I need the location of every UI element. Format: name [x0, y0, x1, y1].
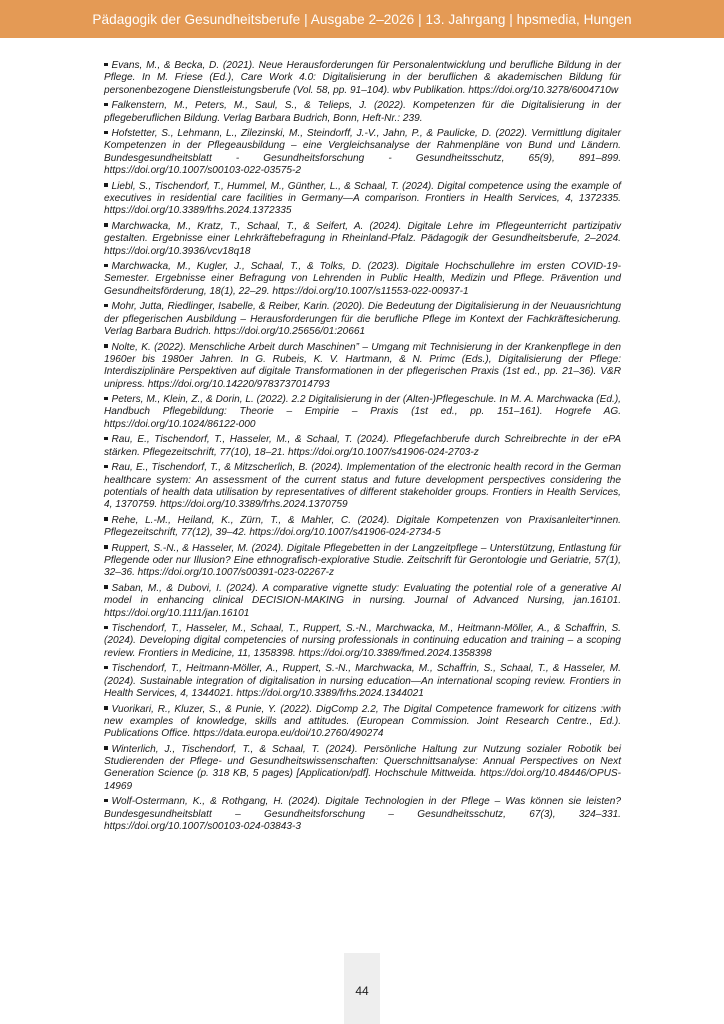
reference-item	[104, 60, 621, 97]
bullet-icon	[104, 131, 108, 135]
bullet-icon	[104, 183, 108, 187]
reference-text: Falkenstern, M., Peters, M., Saul, S., & Telieps, J. (2022). Kompetenzen für die Digitalisierung in der pflegeberuflichen Bildung. Verlag Barbara Budrich, Bonn, Heft-Nr.: 239.	[104, 100, 621, 124]
bullet-icon	[104, 264, 108, 268]
reference-item	[104, 261, 621, 298]
bullet-icon	[104, 517, 108, 521]
reference-item	[104, 221, 621, 258]
journal-header-title: Pädagogik der Gesundheitsberufe | Ausgabe 2–2026 | 13. Jahrgang | hpsmedia, Hungen	[92, 11, 632, 27]
bullet-icon	[104, 437, 108, 441]
bullet-icon	[104, 545, 108, 549]
reference-text: Marchwacka, M., Kratz, T., Schaal, T., & Seifert, A. (2024). Digitale Lehre im Pflegeunterricht partizipativ gestalten. Ergebnisse einer Lehrkräftebefragung in Rheinland-Pfalz. Pädagogik der Gesundheitsberufe, 2–2024. https://doi.org/10.3936/vcv18q18	[104, 220, 621, 257]
bullet-icon	[104, 304, 108, 308]
reference-text: Tischendorf, T., Heitmann-Möller, A., Ruppert, S.-N., Marchwacka, M., Schaffrin, S., Schaal, T., & Hasseler, M. (2024). Sustainable integration of digitalisation in nursing education—An international scoping review. Frontiers in Health Services, 4, 1344021. https://doi.org/10.3389/frhs.2024.1344021	[104, 663, 621, 699]
reference-item	[104, 434, 621, 459]
reference-item	[104, 623, 621, 660]
reference-text: Evans, M., & Becka, D. (2021). Neue Herausforderungen für Personalentwicklung und berufliche Bildung in der Pflege. In M. Friese (Ed.), Care Work 4.0: Digitalisierung in der beruflichen & akademischen Bildung für personenbezogene Dienstleistungsberufe (Vol. 58, pp. 91–104). wbv Publikation. https://doi.org/10.3278/6004710w	[104, 60, 621, 96]
bullet-icon	[104, 63, 108, 67]
reference-item	[104, 583, 621, 620]
reference-text: Rau, E., Tischendorf, T., Hasseler, M., & Schaal, T. (2024). Pflegefachberufe durch Schreibrechte in der ePA stärken. Pflegezeitschrift, 77(10), 18–21. https://doi.org/10.1007/s41906-024-2703-z	[104, 434, 621, 458]
reference-item	[104, 301, 621, 338]
bullet-icon	[104, 626, 108, 630]
reference-item	[104, 342, 621, 391]
reference-text: Winterlich, J., Tischendorf, T., & Schaal, T. (2024). Persönliche Haltung zur Nutzung sozialer Robotik bei Studierenden der Pflege- und Gesundheitswissenschaften: Querschnittsanalyse: Annual Perspectives on Next Generation Science (p. 318 KB, 5 pages) [Application/pdf]. Hochschule Mittweida. https://doi.org/10.48446/OPUS-14969	[104, 743, 621, 792]
page-number: 44	[355, 984, 369, 998]
reference-item	[104, 543, 621, 580]
reference-text: Marchwacka, M., Kugler, J., Schaal, T., & Tolks, D. (2023). Digitale Hochschullehre im ersten COVID-19-Semester. Ergebnisse einer Befragung von Lehrenden in Public Health, Medizin und Pflege. Prävention und Gesundheitsförderung, 18(1), 22–29. https://doi.org/10.1007/s11553-022-00937-1	[104, 261, 621, 297]
bullet-icon	[104, 799, 108, 803]
reference-text: Saban, M., & Dubovi, I. (2024). A comparative vignette study: Evaluating the potential role of a generative AI model in enhancing clinical DECISION-MAKING in nursing. Journal of Advanced Nursing, jan.16101. https://doi.org/10.1111/jan.16101	[104, 582, 621, 619]
reference-text: Vuorikari, R., Kluzer, S., & Punie, Y. (2022). DigComp 2.2, The Digital Competence framework for citizens :with new examples of knowledge, skills and attitudes. (European Commission. Joint Research Centre., Ed.). Publications Office. https://data.europa.eu/doi/10.2760/490274	[104, 703, 621, 740]
reference-item	[104, 515, 621, 540]
reference-item	[104, 128, 621, 177]
reference-text: Wolf-Ostermann, K., & Rothgang, H. (2024). Digitale Technologien in der Pflege – Was können sie leisten? Bundesgesundheitsblatt – Gesundheitsforschung – Gesundheitsschutz, 67(3), 324–331. https://doi.org/10.1007/s00103-024-03843-3	[104, 796, 621, 832]
bullet-icon	[104, 746, 108, 750]
reference-text: Tischendorf, T., Hasseler, M., Schaal, T., Ruppert, S.-N., Marchwacka, M., Heitmann-Möller, A., & Schaffrin, S. (2024). Developing digital competencies of nursing professionals in continuing education and training – a scoping review. Frontiers in Medicine, 11, 1358398. https://doi.org/10.3389/fmed.2024.1358398	[104, 623, 621, 659]
reference-text: Ruppert, S.-N., & Hasseler, M. (2024). Digitale Pflegebetten in der Langzeitpflege – Unterstützung, Entlastung für Pflegende oder nur Illusion? Eine ethnografisch-explorative Studie. Zeitschrift für Gerontologie und Geriatrie, 57(1), 32–36. https://doi.org/10.1007/s00391-023-02267-z	[104, 542, 621, 579]
reference-text: Nolte, K. (2022). Menschliche Arbeit durch Maschinen” – Umgang mit Technisierung in der Krankenpflege in den 1960er bis 1980er Jahren. In G. Rubeis, K. V. Hartmann, & N. Primc (Eds.), Digitalisierung der Pflege: Interdisziplinäre Perspektiven auf digitale Transformationen in der pflegerischen Praxis (1st ed., pp. 21–36). V&R unipress. https://doi.org/10.14220/9783737014793	[104, 341, 621, 390]
reference-item	[104, 394, 621, 431]
bullet-icon	[104, 397, 108, 401]
reference-item	[104, 796, 621, 833]
journal-header	[0, 0, 724, 38]
bullet-icon	[104, 344, 108, 348]
reference-text: Hofstetter, S., Lehmann, L., Zilezinski, M., Steindorff, J.-V., Jahn, P., & Paulicke, D. (2022). Vermittlung digitaler Kompetenzen in der Pflegeausbildung – eine Vergleichsanalyse der Rahmenpläne von Bund und Ländern. Bundesgesundheitsblatt - Gesundheitsforschung - Gesundheitsschutz, 65(9), 891–899. https://doi.org/10.1007/s00103-022-03575-2	[104, 128, 621, 177]
reference-text: Rehe, L.-M., Heiland, K., Zürn, T., & Mahler, C. (2024). Digitale Kompetenzen von Praxisanleiter*innen. Pflegezeitschrift, 77(12), 39–42. https://doi.org/10.1007/s41906-024-2734-5	[104, 514, 621, 539]
reference-text: Liebl, S., Tischendorf, T., Hummel, M., Günther, L., & Schaal, T. (2024). Digital competence using the example of executives in residential care facilities in Germany—A comparison. Frontiers in Health Services, 4, 1372335. https://doi.org/10.3389/frhs.2024.1372335	[104, 180, 621, 217]
reference-text: Mohr, Jutta, Riedlinger, Isabelle, & Reiber, Karin. (2020). Die Bedeutung der Digitalisierung in der Neuausrichtung der pflegerischen Ausbildung – Herausforderungen für die berufliche Pflege im Kontext der Fachkräftesicherung. Verlag Barbara Budrich. https://doi.org/10.25656/01:20661	[104, 301, 621, 337]
bullet-icon	[104, 666, 108, 670]
bullet-icon	[104, 585, 108, 589]
reference-item	[104, 744, 621, 793]
reference-item	[104, 181, 621, 218]
reference-text: Peters, M., Klein, Z., & Dorin, L. (2022). 2.2 Digitalisierung in der (Alten-)Pflegeschule. In M. A. Marchwacka (Ed.), Handbuch Pflegebildung: Theorie – Empirie – Praxis (1st ed., pp. 151–161). Hogrefe AG. https://doi.org/10.1024/86122-000	[104, 394, 621, 430]
bullet-icon	[104, 465, 108, 469]
bullet-icon	[104, 706, 108, 710]
reference-item	[104, 100, 621, 125]
reference-item	[104, 663, 621, 700]
reference-item	[104, 704, 621, 741]
bullet-icon	[104, 103, 108, 107]
reference-list	[104, 60, 621, 837]
bullet-icon	[104, 223, 108, 227]
reference-item	[104, 462, 621, 511]
reference-text: Rau, E., Tischendorf, T., & Mitzscherlich, B. (2024). Implementation of the electronic health record in the German healthcare system: An assessment of the current status and future development perspectives considering the potentials of health data utilisation by representatives of different stakeholder groups. Frontiers in Health Services, 4, 1370759. https://doi.org/10.3389/frhs.2024.1370759	[104, 462, 621, 511]
